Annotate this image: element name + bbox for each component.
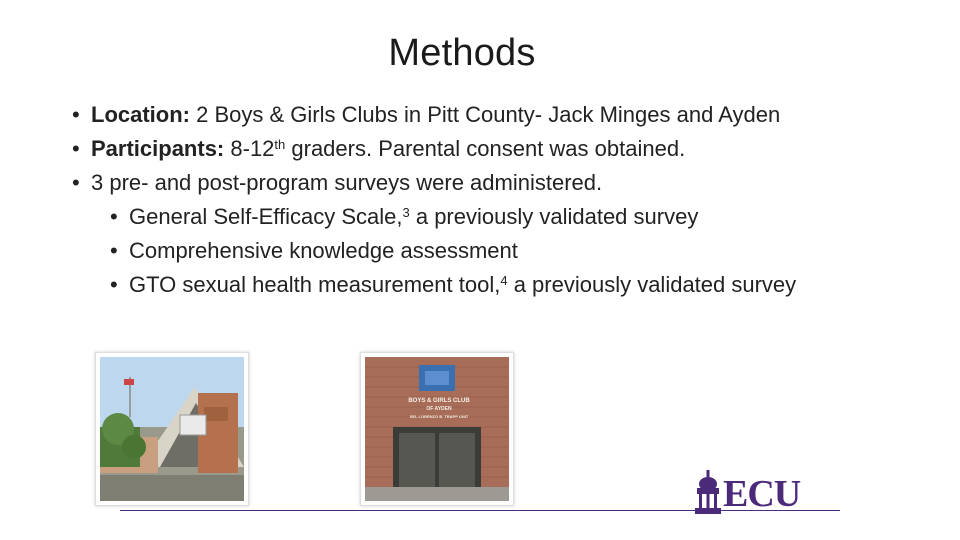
bullet-participants: [72, 132, 932, 166]
club-building-illustration: [100, 357, 244, 501]
sub1-post: a previously validated survey: [409, 204, 699, 229]
bullet-dot: •: [110, 204, 118, 229]
cupola-icon: [693, 470, 723, 518]
bullet-list: [72, 98, 932, 302]
participants-post: graders. Parental consent was obtained.: [285, 136, 686, 161]
sub1-sup: 3: [402, 205, 410, 220]
sub1-pre: General Self-Efficacy Scale,: [129, 204, 403, 229]
sub-bullet-gto: [72, 268, 932, 302]
participants-sup: th: [274, 137, 286, 152]
bullet-surveys: [72, 166, 932, 200]
bullet-dot: •: [72, 170, 80, 195]
bullet-dot: •: [72, 102, 80, 127]
photo-jack-minges-club: [95, 352, 249, 506]
surveys-text: 3 pre- and post-program surveys were administered.: [91, 170, 603, 195]
photo-ayden-club: [360, 352, 514, 506]
participants-label: Participants:: [91, 136, 225, 161]
location-text: 2 Boys & Girls Clubs in Pitt County- Jack Minges and Ayden: [190, 102, 781, 127]
sub3-pre: GTO sexual health measurement tool,: [129, 272, 501, 297]
sub-bullet-knowledge: [72, 234, 932, 268]
sub2-text: Comprehensive knowledge assessment: [129, 238, 518, 263]
ecu-logo: [693, 468, 843, 520]
club-sign: [397, 397, 481, 421]
sub3-sup: 4: [500, 273, 508, 288]
bullet-location: [72, 98, 932, 132]
bullet-dot: •: [110, 272, 118, 297]
sub3-post: a previously validated survey: [507, 272, 797, 297]
slide-title: Methods: [388, 32, 536, 74]
sign-line-3: SEL LORENZO B. TRAPP UNIT: [409, 414, 469, 419]
participants-pre: 8-12: [224, 136, 275, 161]
bullet-dot: •: [110, 238, 118, 263]
ayden-building-illustration: [365, 357, 509, 501]
sign-line-1: BOYS & GIRLS CLUB: [408, 398, 470, 404]
bullet-dot: •: [72, 136, 80, 161]
ecu-logo-text: ECU: [723, 473, 801, 515]
location-label: Location:: [91, 102, 190, 127]
sign-line-2: OF AYDEN: [426, 406, 452, 412]
sub-bullet-self-efficacy: [72, 200, 932, 234]
